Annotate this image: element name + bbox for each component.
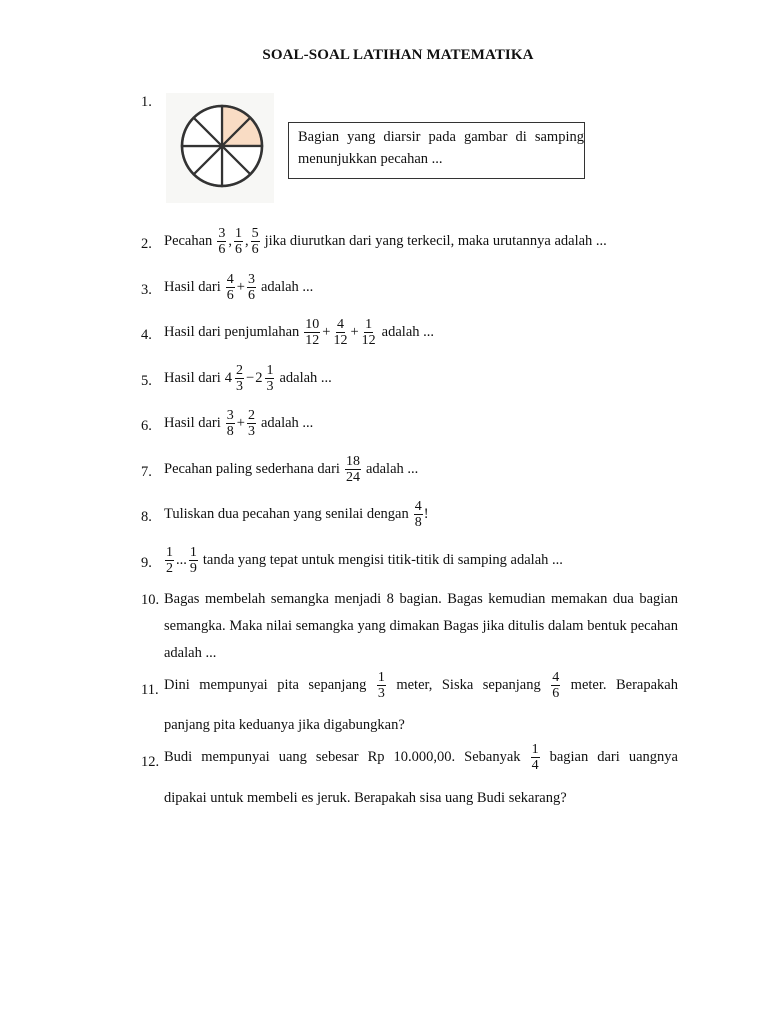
q12-word: 10.000,00. bbox=[393, 749, 456, 765]
q4-operator-1: + bbox=[322, 324, 331, 340]
q8-frac-1: $\frac{4}{8}$ bbox=[414, 499, 422, 530]
q12-word: bagian bbox=[549, 749, 589, 765]
q12-word: dari bbox=[597, 749, 620, 765]
question-number-9: 9. bbox=[141, 555, 152, 571]
q2-sep-1: , bbox=[228, 233, 232, 249]
q11-word: Siska bbox=[441, 677, 474, 693]
q12-word: sebesar bbox=[315, 749, 359, 765]
q3-prefix: Hasil dari bbox=[164, 279, 221, 295]
q12-word: mempunyai bbox=[201, 749, 270, 765]
question-number-5: 5. bbox=[141, 373, 152, 389]
question-number-6: 6. bbox=[141, 418, 152, 434]
question-number-10: 10. bbox=[141, 592, 160, 608]
q5-operator: − bbox=[246, 370, 255, 386]
q9-suffix: tanda yang tepat untuk mengisi titik-titik di samping adalah ... bbox=[202, 552, 563, 568]
q2-suffix: jika diurutkan dari yang terkecil, maka urutannya adalah ... bbox=[264, 233, 607, 249]
question-number-11: 11. bbox=[141, 682, 159, 698]
question-number-8: 8. bbox=[141, 509, 152, 525]
q2-frac-1: $\frac{3}{6}$ bbox=[218, 226, 226, 257]
question-number-12: 12. bbox=[141, 754, 160, 770]
q11-word: sepanjang bbox=[482, 677, 541, 693]
q3-frac-2: $\frac{3}{6}$ bbox=[247, 272, 255, 303]
pie-chart-svg bbox=[166, 93, 274, 203]
q7-suffix: adalah ... bbox=[365, 461, 419, 477]
q12-word: uangnya bbox=[628, 749, 678, 765]
q4-suffix: adalah ... bbox=[381, 324, 435, 340]
q3-suffix: adalah ... bbox=[260, 279, 314, 295]
q2-sep-2: , bbox=[244, 233, 249, 249]
question-number-2: 2. bbox=[141, 236, 152, 252]
q5-frac-2: $\frac{1}{3}$ bbox=[266, 363, 274, 394]
q5-suffix: adalah ... bbox=[279, 370, 332, 386]
q6-operator: + bbox=[236, 415, 245, 431]
question-9 bbox=[164, 545, 563, 576]
q11-frac-1: $\frac{1}{3}$ bbox=[377, 670, 385, 701]
question-8 bbox=[164, 499, 429, 530]
q4-frac-3: $\frac{1}{12}$ bbox=[361, 317, 376, 348]
q12-frac-1: $\frac{1}{4}$ bbox=[531, 742, 539, 773]
question-1-box: Bagian yang diarsir pada gambar di samping menunjukkan pecahan ... bbox=[288, 122, 585, 179]
q11-word: meter. bbox=[570, 677, 607, 693]
q4-frac-1: $\frac{10}{12}$ bbox=[305, 317, 320, 348]
q12-word: Rp bbox=[367, 749, 385, 765]
question-12-line-2: dipakai untuk membeli es jeruk. Berapakah sisa uang Budi sekarang? bbox=[164, 790, 567, 806]
question-4 bbox=[164, 317, 434, 348]
q7-frac-1: $\frac{18}{24}$ bbox=[345, 454, 360, 485]
q5-frac-1: $\frac{2}{3}$ bbox=[236, 363, 244, 394]
question-5 bbox=[164, 363, 332, 394]
q12-word: Sebanyak bbox=[464, 749, 521, 765]
q2-frac-3: $\frac{5}{6}$ bbox=[251, 226, 259, 257]
q8-prefix: Tuliskan dua pecahan yang senilai dengan bbox=[164, 506, 409, 522]
page-title: SOAL-SOAL LATIHAN MATEMATIKA bbox=[262, 47, 534, 63]
q4-frac-2: $\frac{4}{12}$ bbox=[333, 317, 348, 348]
question-6 bbox=[164, 408, 313, 439]
q6-frac-1: $\frac{3}{8}$ bbox=[226, 408, 234, 439]
q11-word: Dini bbox=[164, 677, 190, 693]
q9-frac-2: $\frac{1}{9}$ bbox=[189, 545, 197, 576]
q11-word: meter, bbox=[396, 677, 433, 693]
question-2 bbox=[164, 226, 607, 257]
q2-frac-2: $\frac{1}{6}$ bbox=[234, 226, 242, 257]
q5-prefix: Hasil dari bbox=[164, 370, 221, 386]
q9-dots: ... bbox=[176, 552, 187, 568]
fraction-pie-figure bbox=[166, 93, 274, 203]
question-11-line-1 bbox=[164, 670, 678, 701]
q4-operator-2: + bbox=[350, 324, 359, 340]
q2-prefix: Pecahan bbox=[164, 233, 213, 249]
q4-prefix: Hasil dari penjumlahan bbox=[164, 324, 300, 340]
q6-prefix: Hasil dari bbox=[164, 415, 221, 431]
question-number-3: 3. bbox=[141, 282, 152, 298]
question-12-line-1 bbox=[164, 742, 678, 773]
q7-prefix: Pecahan paling sederhana dari bbox=[164, 461, 340, 477]
question-10: Bagas membelah semangka menjadi 8 bagian. Bagas kemudian memakan dua bagian semangka. Maka nilai semangka yang dimakan Bagas jika ditulis dalam bentuk pecahan adalah ... bbox=[164, 591, 678, 661]
q12-word: uang bbox=[278, 749, 307, 765]
question-11-line-2: panjang pita keduanya jika digabungkan? bbox=[164, 717, 405, 733]
q11-word: sepanjang bbox=[308, 677, 367, 693]
q5-whole-2: 2 bbox=[255, 370, 263, 386]
question-7 bbox=[164, 454, 418, 485]
q6-frac-2: $\frac{2}{3}$ bbox=[247, 408, 255, 439]
question-number-1: 1. bbox=[141, 94, 152, 110]
question-number-4: 4. bbox=[141, 327, 152, 343]
q12-word: Budi bbox=[164, 749, 193, 765]
q5-whole-1: 4 bbox=[224, 370, 233, 386]
question-3 bbox=[164, 272, 313, 303]
q8-suffix: ! bbox=[423, 506, 429, 522]
question-number-7: 7. bbox=[141, 464, 152, 480]
q11-word: mempunyai bbox=[199, 677, 268, 693]
q3-frac-1: $\frac{4}{6}$ bbox=[226, 272, 234, 303]
q11-frac-2: $\frac{4}{6}$ bbox=[552, 670, 560, 701]
q9-frac-1: $\frac{1}{2}$ bbox=[166, 545, 173, 576]
q11-word: pita bbox=[277, 677, 299, 693]
q11-word: Berapakah bbox=[615, 677, 678, 693]
q6-suffix: adalah ... bbox=[260, 415, 314, 431]
q3-operator: + bbox=[236, 279, 245, 295]
